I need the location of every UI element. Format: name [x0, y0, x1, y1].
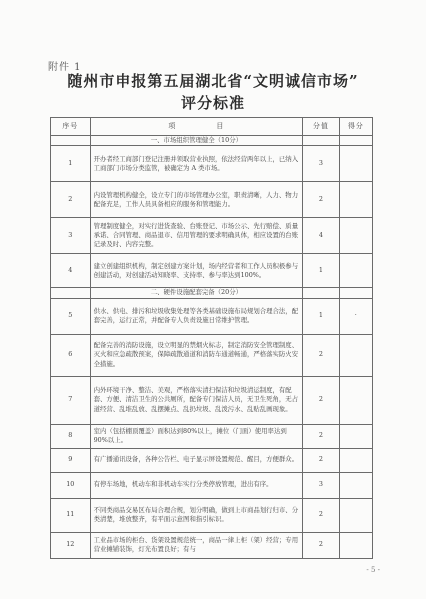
row-item: 室内（包括棚顶覆盖）面积达到80%以上，摊位（门面）使用率达到90%以上。	[90, 424, 303, 448]
row-score: 2	[303, 498, 339, 532]
row-score: 3	[303, 472, 339, 498]
document-subtitle: 评分标准	[180, 94, 245, 112]
row-score: 4	[303, 218, 339, 254]
row-number: 10	[51, 472, 91, 498]
row-item: 开办者经工商部门登记注册并领取营业执照，依法经营两年以上，已纳入工商部门市场分类监管，被确定为 A 类市场。	[90, 146, 303, 182]
row-number: 11	[51, 498, 91, 532]
row-get	[339, 334, 372, 376]
row-get	[339, 218, 372, 254]
row-number: 5	[51, 298, 91, 334]
table-row	[51, 182, 373, 218]
row-score: 3	[303, 146, 339, 182]
header-get: 得分	[339, 118, 372, 136]
row-number: 6	[51, 334, 91, 376]
row-item: 工业品市场的柜台、货架设置规范统一，商品一律上柜（架）经营；专用营业摊铺装饰，灯光布置良好；有与	[90, 532, 303, 558]
row-get	[339, 498, 372, 532]
row-get	[339, 182, 372, 218]
row-item: 建立创建组织机构，制定创建方案计划，场内经营者和工作人员积极参与创建活动，对创建活动知晓率、支持率、参与率达到100%。	[90, 254, 303, 288]
table-row	[51, 376, 373, 424]
document-title: 随州市申报第五届湖北省“文明诚信市场”	[67, 72, 359, 90]
row-get	[339, 376, 372, 424]
table-row	[51, 424, 373, 448]
row-get	[339, 448, 372, 472]
row-item: 供水、供电、排污和垃圾收集处理等各类基础设施布局规划合理合法，配套完善，运行正常，并配备专人负责设施日常维护管理。	[90, 298, 303, 334]
row-get	[339, 146, 372, 182]
header-score: 分值	[303, 118, 339, 136]
row-number: 8	[51, 424, 91, 448]
section-row	[51, 136, 373, 146]
row-score: 2	[303, 182, 339, 218]
row-item: 有停车场地，机动车和非机动车实行分类停放管理，进出有序。	[90, 472, 303, 498]
row-get	[339, 472, 372, 498]
table-row	[51, 218, 373, 254]
header-item: 项 目	[90, 118, 303, 136]
row-item: 内外环境干净、整洁、美观，严格落实清扫保洁和垃圾清运制度，有配套、方便、清洁卫生的公共厕所，配备专门保洁人员，无卫生死角，无占道经营、乱堆乱放、乱摆摊点、乱扔垃圾、乱泼污水、乱贴乱画现象。	[90, 376, 303, 424]
row-item: 配备完善的消防设施，设立明显的禁烟火标志，制定消防安全管理制度、灭火和应急疏散预案，保障疏散通道和消防车通道畅通，严格落实防火安全措施。	[90, 334, 303, 376]
table-row	[51, 498, 373, 532]
table-row	[51, 254, 373, 288]
row-get	[339, 424, 372, 448]
table-row	[51, 532, 373, 558]
row-item: 有广播通讯设备，各种公告栏、电子显示屏设置规范、醒目，方便群众。	[90, 448, 303, 472]
row-number: 2	[51, 182, 91, 218]
page-number: - 5 -	[366, 566, 380, 574]
row-number: 12	[51, 532, 91, 558]
row-number: 7	[51, 376, 91, 424]
row-number: 4	[51, 254, 91, 288]
row-item: 管理制度健全，对实行进货查验、台账登记、市场公示、先行赔偿、质量承诺、合同管理、商品退市、信用管理的要求明确具体，相应设置的台账记录及时、内容完整。	[90, 218, 303, 254]
table-row	[51, 298, 373, 334]
table-row	[51, 472, 373, 498]
row-score: 2	[303, 532, 339, 558]
table-row	[51, 334, 373, 376]
row-get	[339, 254, 372, 288]
row-get: ·	[339, 298, 372, 334]
row-score: 2	[303, 424, 339, 448]
table-header-row	[51, 118, 373, 136]
row-item: 不同类商品交易区布局合理合规，划分明确，做到上市商品划行归市、分类清楚，堆放整齐，有平面示意图和指引标识。	[90, 498, 303, 532]
row-number: 1	[51, 146, 91, 182]
section-title: 一、市场组织管理健全（10分）	[90, 136, 303, 146]
row-score: 1	[303, 298, 339, 334]
table-row	[51, 448, 373, 472]
header-no: 序号	[51, 118, 91, 136]
row-number: 9	[51, 448, 91, 472]
row-number: 3	[51, 218, 91, 254]
row-get	[339, 532, 372, 558]
scoring-table	[50, 117, 373, 559]
row-score: 1	[303, 254, 339, 288]
row-item: 内设管理机构健全，设立专门的市场管理办公室，职责清晰，人力、物力配备充足，工作人员具备相应的服务和管理能力。	[90, 182, 303, 218]
row-score: 2	[303, 334, 339, 376]
table-row	[51, 146, 373, 182]
attachment-label: 附件 1	[48, 62, 82, 73]
section-row	[51, 288, 373, 298]
section-title: 二、硬件设施配套完备（20分）	[90, 288, 303, 298]
row-score: 2	[303, 448, 339, 472]
row-score: 2	[303, 376, 339, 424]
